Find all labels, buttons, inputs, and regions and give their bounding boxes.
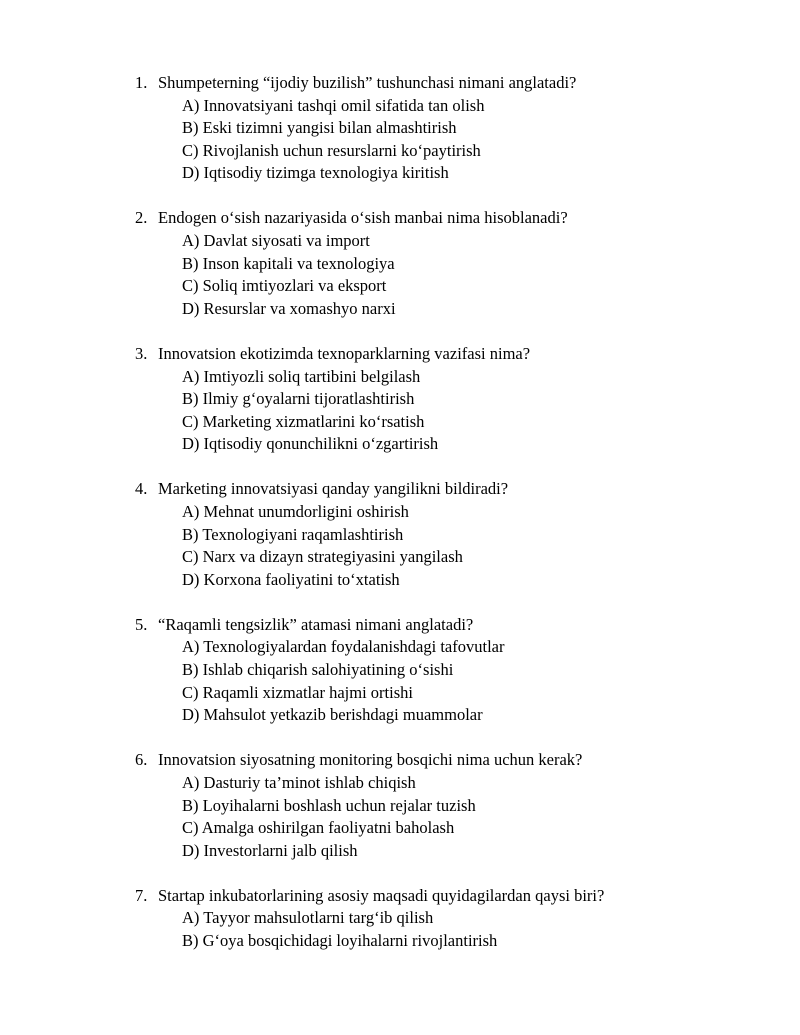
answer-option: A) Texnologiyalardan foydalanishdagi tafovutlar [182,637,505,657]
question-number: 5. [135,614,148,634]
answer-options [135,95,775,185]
answer-option: A) Imtiyozli soliq tartibini belgilash [182,366,421,386]
answer-option: D) Investorlarni jalb qilish [182,840,358,860]
answer-option: C) Soliq imtiyozlari va eksport [182,276,387,296]
answer-option: D) Iqtisodiy tizimga texnologiya kiritish [182,163,449,183]
answer-option: B) Ishlab chiqarish salohiyatining o‘sishi [182,660,454,680]
answer-option: D) Korxona faoliyatini to‘xtatish [182,569,400,589]
question-7 [135,885,775,953]
question-text: “Raqamli tengsizlik” atamasi nimani anglatadi? [158,614,474,634]
answer-option: A) Dasturiy ta’minot ishlab chiqish [182,772,416,792]
question-5 [135,614,775,727]
answer-options [135,501,775,591]
question-number: 1. [135,73,148,92]
question-line [135,885,775,908]
answer-option: C) Narx va dizayn strategiyasini yangilash [182,547,463,567]
answer-option: C) Amalga oshirilgan faoliyatni baholash [182,818,455,838]
question-number: 7. [135,885,148,905]
question-text: Innovatsion ekotizimda texnoparklarning vazifasi nima? [158,343,531,363]
answer-option: A) Tayyor mahsulotlarni targ‘ib qilish [182,908,434,928]
answer-option: B) Eski tizimni yangisi bilan almashtirish [182,118,457,138]
answer-options [135,230,775,320]
question-line [135,478,775,501]
answer-options [135,636,775,726]
question-text: Innovatsion siyosatning monitoring bosqichi nima uchun kerak? [158,750,583,770]
question-text: Marketing innovatsiyasi qanday yangilikni bildiradi? [158,479,509,499]
question-line [135,343,775,366]
answer-option: C) Rivojlanish uchun resurslarni ko‘paytirish [182,140,481,160]
question-4 [135,478,775,591]
question-line [135,207,775,230]
answer-option: D) Resurslar va xomashyo narxi [182,298,396,318]
answer-option: A) Davlat siyosati va import [182,231,370,251]
answer-option: D) Iqtisodiy qonunchilikni o‘zgartirish [182,434,439,454]
question-number: 6. [135,750,148,770]
answer-options [135,366,775,456]
answer-options [135,907,775,952]
question-text: Shumpeterning “ijodiy buzilish” tushunchasi nimani anglatadi? [158,73,577,92]
answer-option: B) Inson kapitali va texnologiya [182,253,395,273]
question-number: 3. [135,343,148,363]
answer-option: B) Loyihalarni boshlash uchun rejalar tuzish [182,795,476,815]
question-list [135,72,775,975]
question-line [135,749,775,772]
answer-options [135,772,775,862]
question-text: Endogen o‘sish nazariyasida o‘sish manbai nima hisoblanadi? [158,208,568,228]
question-3 [135,343,775,456]
answer-option: B) G‘oya bosqichidagi loyihalarni rivojlantirish [182,931,498,950]
answer-option: A) Innovatsiyani tashqi omil sifatida tan olish [182,95,485,115]
question-6 [135,749,775,862]
question-number: 2. [135,208,148,228]
question-number: 4. [135,479,148,499]
question-text: Startap inkubatorlarining asosiy maqsadi quyidagilardan qaysi biri? [158,885,605,905]
question-1 [135,72,775,185]
question-line [135,614,775,637]
question-line [135,72,775,95]
answer-option: B) Texnologiyani raqamlashtirish [182,524,404,544]
answer-option: C) Raqamli xizmatlar hajmi ortishi [182,682,413,702]
answer-option: D) Mahsulot yetkazib berishdagi muammolar [182,705,483,725]
question-2 [135,207,775,320]
answer-option: C) Marketing xizmatlarini ko‘rsatish [182,411,425,431]
answer-option: A) Mehnat unumdorligini oshirish [182,502,409,521]
answer-option: B) Ilmiy g‘oyalarni tijoratlashtirish [182,389,415,409]
